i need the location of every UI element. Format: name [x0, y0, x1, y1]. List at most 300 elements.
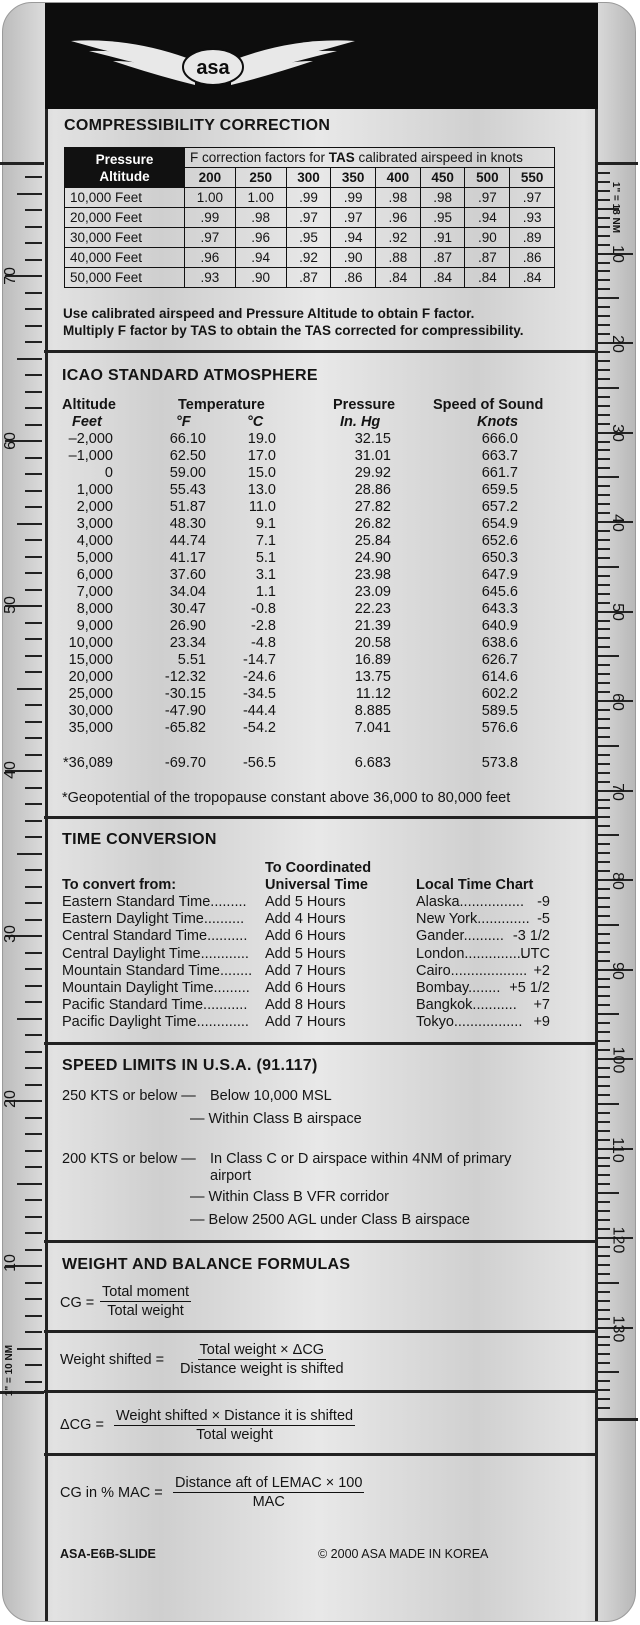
ruler-tick [597, 181, 610, 183]
col-inhg-header: In. Hg [340, 414, 381, 430]
ruler-tick [25, 424, 42, 426]
icao-cell: 11.12 [355, 686, 391, 702]
ruler-tick [597, 861, 610, 863]
ruler-tick [25, 919, 42, 921]
divider [44, 1330, 597, 1333]
ruler-tick [17, 1348, 42, 1350]
icao-cell: -0.8 [251, 601, 276, 617]
ruler-tick [597, 324, 610, 326]
ruler-tick [597, 1121, 610, 1123]
speed-b-1: In Class C or D airspace within 4NM of primary [210, 1151, 512, 1167]
ruler-tick [25, 457, 42, 459]
ruler-tick [597, 942, 610, 944]
ruler-tick [25, 754, 42, 756]
icao-cell: -14.7 [242, 652, 276, 668]
icao-cell: -4.8 [251, 635, 276, 651]
icao-cell: 11.0 [248, 499, 276, 515]
ruler-tick [597, 1085, 610, 1087]
local-offset: +5 1/2 [509, 980, 550, 996]
ruler-tick [597, 736, 610, 738]
altitude-cell: 20,000 Feet [65, 208, 185, 228]
ruler-tick [597, 306, 610, 308]
ruler-tick [597, 1300, 610, 1302]
ruler-tick [597, 1174, 610, 1176]
icao-cell: 28.86 [354, 482, 391, 498]
ruler-label-left: 20 [1, 1089, 19, 1108]
factor-cell: .95 [286, 228, 331, 248]
icao-cell: 9,000 [76, 618, 113, 634]
ruler-tick [25, 1150, 42, 1152]
ruler-tick [25, 655, 42, 657]
ruler-tick [17, 193, 42, 195]
icao-cell: 24.90 [354, 550, 391, 566]
ruler-tick [597, 1076, 610, 1078]
factor-cell: .90 [465, 228, 510, 248]
icao-cell: 59.00 [169, 465, 206, 481]
ruler-tick [597, 467, 610, 469]
ruler-tick [597, 816, 610, 818]
ruler-tick [25, 968, 42, 970]
icao-cell: 48.30 [169, 516, 206, 532]
ruler-tick [25, 721, 42, 723]
ruler-tick [597, 1004, 610, 1006]
ruler-tick [597, 1094, 610, 1096]
speed-header: 400 [376, 168, 421, 188]
ruler-tick [597, 1022, 610, 1024]
delta-cg-lhs: ΔCG = [60, 1417, 104, 1433]
ruler-tick [597, 235, 610, 237]
factor-cell: .98 [235, 208, 286, 228]
time-cell: Eastern Daylight Time.......... [62, 911, 245, 928]
ruler-label-left: 50 [1, 596, 19, 614]
factor-cell: .84 [465, 268, 510, 288]
local-city: Tokyo................. [416, 1014, 523, 1031]
icao-cell: 27.82 [354, 499, 391, 515]
icao-cell: 650.3 [481, 550, 518, 566]
ruler-tick [17, 853, 42, 855]
ruler-tick [597, 387, 619, 389]
icao-cell: 626.7 [481, 652, 518, 668]
ruler-label-right: 100 [609, 1047, 627, 1074]
ruler-tick [597, 190, 610, 192]
icao-cell: 30.47 [169, 601, 206, 617]
ruler-tick [25, 572, 42, 574]
icao-cell: 576.6 [481, 720, 518, 736]
ruler-edge-line [0, 162, 44, 165]
ruler-tick [597, 449, 610, 451]
ruler-tick [597, 566, 619, 568]
speed-header: 450 [420, 168, 465, 188]
ruler-tick [25, 1315, 42, 1317]
cg-lhs: CG = [60, 1295, 95, 1311]
icao-cell: 55.43 [169, 482, 206, 498]
ruler-tick [597, 951, 610, 953]
factor-cell: .96 [185, 248, 236, 268]
icao-cell: -44.4 [242, 703, 276, 719]
ruler-tick [17, 1018, 42, 1020]
time-cell: Add 8 Hours [265, 997, 346, 1014]
ruler-tick [17, 688, 42, 690]
icao-cell: 1.1 [255, 584, 276, 600]
icao-cell: 5.51 [177, 652, 206, 668]
altitude-cell: 50,000 Feet [65, 268, 185, 288]
time-cell: Add 7 Hours [265, 1014, 346, 1031]
speed-a-2: — Within Class B airspace [190, 1111, 362, 1127]
ruler-tick [597, 745, 619, 747]
ruler-tick [597, 1040, 610, 1042]
compressibility-row [65, 248, 555, 268]
ruler-tick [597, 852, 610, 854]
ruler-tick [597, 414, 610, 416]
ruler-tick [25, 985, 42, 987]
ruler-tick [597, 906, 610, 908]
ruler-tick [597, 226, 610, 228]
factor-cell: .97 [286, 208, 331, 228]
icao-cell: 657.2 [481, 499, 518, 515]
ruler-tick [25, 1034, 42, 1036]
ruler-tick [17, 523, 42, 525]
utc-header-1: To Coordinated [265, 860, 372, 876]
ruler-tick [597, 1309, 610, 1311]
ruler-tick [597, 1219, 610, 1221]
factor-cell: .93 [510, 208, 555, 228]
speed-title: SPEED LIMITS IN U.S.A. (91.117) [62, 1057, 318, 1074]
icao-cell: 6.683 [354, 755, 391, 771]
time-cell: Add 6 Hours [265, 980, 346, 996]
altitude-cell: 40,000 Feet [65, 248, 185, 268]
local-offset: -3 1/2 [512, 928, 550, 945]
compressibility-title: COMPRESSIBILITY CORRECTION [64, 117, 331, 134]
ruler-tick [597, 575, 610, 577]
local-city: Alaska................ [416, 894, 524, 910]
icao-cell: 26.90 [169, 618, 206, 634]
ruler-label-right: 80 [608, 872, 626, 891]
icao-cell: -54.2 [242, 720, 276, 736]
ruler-tick [597, 1031, 610, 1033]
ruler-tick [25, 1381, 42, 1383]
ruler-tick [25, 902, 42, 904]
local-city: Bangkok........... [416, 997, 517, 1014]
ruler-label-right: 60 [608, 693, 626, 711]
icao-cell: 4,000 [76, 533, 113, 549]
factor-cell: .89 [510, 228, 555, 248]
local-city: Gander.......... [416, 928, 504, 945]
speed-header: 500 [465, 168, 510, 188]
ruler-tick [25, 869, 42, 871]
ruler-tick [25, 1216, 42, 1218]
icao-cell: 2,000 [76, 499, 113, 515]
icao-cell: 29.92 [354, 465, 391, 481]
speed-header: 350 [331, 168, 376, 188]
compressibility-row [65, 228, 555, 248]
ruler-tick [25, 820, 42, 822]
ruler-tick [597, 1380, 610, 1382]
icao-footnote: *Geopotential of the tropopause constant above 36,000 to 80,000 feet [62, 790, 511, 806]
factor-cell: .92 [286, 248, 331, 268]
ruler-tick [25, 638, 42, 640]
divider [44, 1390, 597, 1393]
ruler-tick [25, 1166, 42, 1168]
ruler-tick [597, 1407, 610, 1409]
col-c-header: °C [247, 414, 264, 430]
icao-cell: –2,000 [68, 431, 113, 447]
factor-cell: .90 [331, 248, 376, 268]
speed-b-head: 200 KTS or below — [62, 1151, 196, 1167]
ruler-tick [597, 718, 610, 720]
ruler-label-right: 40 [608, 513, 626, 532]
footer-model: ASA-E6B-SLIDE [60, 1547, 156, 1561]
ruler-tick [25, 1067, 42, 1069]
speed-b-2: — Within Class B VFR corridor [190, 1189, 390, 1205]
icao-cell: 0 [104, 465, 113, 481]
ruler-label-right: 110 [608, 1137, 626, 1163]
ruler-tick [25, 1282, 42, 1284]
ruler-tick [25, 787, 42, 789]
ruler-tick [25, 407, 42, 409]
icao-cell: 659.5 [481, 482, 518, 498]
icao-cell: 654.9 [481, 516, 518, 532]
icao-cell: 6,000 [76, 567, 113, 583]
factor-cell: .84 [510, 268, 555, 288]
ruler-tick [597, 593, 610, 595]
ruler-tick [597, 664, 610, 666]
time-cell: Mountain Standard Time........ [62, 962, 253, 979]
local-offset: -5 [537, 911, 550, 928]
ruler-tick [597, 1165, 610, 1167]
ruler-tick [597, 628, 610, 630]
time-cell: Pacific Daylight Time............. [62, 1014, 249, 1031]
icao-cell: -12.32 [164, 669, 206, 685]
ruler-tick [25, 292, 42, 294]
icao-cell: 614.6 [481, 669, 518, 685]
icao-cell: 35,000 [68, 720, 113, 736]
icao-cell: 7.041 [354, 720, 391, 736]
ruler-tick [597, 494, 610, 496]
time-cell: Pacific Standard Time........... [62, 997, 248, 1014]
ruler-label-right: 130 [609, 1315, 627, 1343]
ruler-tick [597, 637, 610, 639]
altitude-cell: 30,000 Feet [65, 228, 185, 248]
footer-copyright: © 2000 ASA MADE IN KOREA [318, 1547, 489, 1561]
ruler-tick [25, 803, 42, 805]
compressibility-table [64, 147, 555, 288]
ruler-tick [25, 539, 42, 541]
factor-cell: .87 [465, 248, 510, 268]
factor-cell: .94 [235, 248, 286, 268]
ruler-tick [597, 924, 619, 926]
local-city: Bombay........ [416, 980, 501, 996]
icao-cell: 25.84 [354, 533, 391, 549]
icao-cell: *36,089 [63, 755, 113, 771]
ruler-tick [597, 396, 610, 398]
ruler-tick [25, 671, 42, 673]
local-time-header: Local Time Chart [416, 877, 534, 893]
factor-cell: .97 [185, 228, 236, 248]
left-scale-label: 1" = 10 NM [4, 1344, 16, 1397]
ruler-tick [597, 727, 610, 729]
ruler-tick [597, 279, 610, 281]
factor-cell: 1.00 [235, 188, 286, 208]
factor-description: F correction factors for TAS calibrated airspeed in knots [185, 148, 555, 168]
ruler-tick [25, 259, 42, 261]
ruler-tick [597, 1282, 619, 1284]
time-cell: Add 6 Hours [265, 928, 346, 945]
factor-cell: .88 [376, 248, 421, 268]
ruler-tick [25, 374, 42, 376]
icao-cell: 602.2 [481, 686, 518, 702]
ruler-tick [597, 1130, 610, 1132]
factor-cell: .87 [420, 248, 465, 268]
ruler-tick [597, 1192, 619, 1194]
ruler-tick [597, 476, 619, 478]
factor-cell: .86 [331, 268, 376, 288]
ruler-tick [597, 995, 610, 997]
ruler-tick [25, 622, 42, 624]
speed-a-1: Below 10,000 MSL [210, 1088, 332, 1104]
icao-cell: 23.09 [354, 584, 391, 600]
ruler-label-left: 10 [1, 1254, 19, 1272]
col-pressure-header: Pressure [333, 397, 396, 413]
icao-cell: 9.1 [255, 516, 276, 532]
icao-cell: 643.3 [481, 601, 518, 617]
local-city: Cairo................... [416, 962, 528, 979]
ruler-label-left: 70 [1, 267, 19, 285]
icao-cell: -24.6 [242, 669, 276, 685]
divider [44, 350, 597, 353]
divider [44, 1240, 597, 1243]
ruler-tick [25, 209, 42, 211]
icao-cell: 20.58 [354, 635, 391, 651]
logo-text: asa [196, 57, 230, 79]
cg-mac-lhs: CG in % MAC = [60, 1485, 163, 1501]
icao-cell: -65.82 [164, 720, 206, 736]
ruler-label-right: 10 [608, 245, 626, 263]
factor-cell: .92 [376, 228, 421, 248]
icao-cell: 22.23 [354, 601, 391, 617]
ruler-tick [597, 297, 619, 299]
factor-cell: .94 [331, 228, 376, 248]
ruler-tick [25, 1249, 42, 1251]
convert-from-header: To convert from: [62, 877, 177, 893]
ruler-label-right: 30 [608, 424, 626, 443]
ruler-edge-line [597, 162, 638, 165]
ruler-tick [25, 391, 42, 393]
factor-cell: .98 [376, 188, 421, 208]
ruler-tick [597, 915, 610, 917]
col-altitude-header: Altitude [62, 397, 116, 413]
ruler-tick [25, 1199, 42, 1201]
ruler-tick [597, 754, 610, 756]
ruler-tick [597, 584, 610, 586]
utc-header-2: Universal Time [265, 877, 368, 893]
ruler-tick [597, 1389, 610, 1391]
ruler-tick [597, 1371, 619, 1373]
local-offset: +2 [533, 962, 550, 979]
factor-cell: .84 [376, 268, 421, 288]
ruler-tick [25, 1298, 42, 1300]
icao-cell: -2.8 [251, 618, 276, 634]
ruler-tick [597, 557, 610, 559]
ruler-tick [597, 217, 610, 219]
ruler-tick [597, 458, 610, 460]
icao-cell: 663.7 [481, 448, 518, 464]
ruler-tick [597, 1362, 610, 1364]
col-knots-header: Knots [477, 414, 519, 430]
ruler-tick [25, 308, 42, 310]
ruler-label-right: 20 [608, 334, 626, 353]
icao-cell: 8,000 [76, 601, 113, 617]
ruler-tick [597, 682, 610, 684]
icao-cell: 13.0 [247, 482, 276, 498]
ruler-label-left: 40 [1, 760, 19, 779]
compressibility-note: Use calibrated airspeed and Pressure Altitude to obtain F factor. [63, 306, 475, 321]
ruler-tick [25, 325, 42, 327]
icao-cell: 1,000 [76, 482, 113, 498]
weight-shifted-formula: Total weight × ΔCG Distance weight is shifted [180, 1342, 344, 1377]
factor-cell: .90 [235, 268, 286, 288]
factor-cell: 1.00 [185, 188, 236, 208]
divider [44, 1042, 597, 1045]
ruler-tick [597, 1201, 610, 1203]
icao-cell: -69.70 [164, 755, 206, 771]
ruler-tick [25, 737, 42, 739]
ruler-tick [597, 1013, 619, 1015]
icao-cell: 13.75 [354, 669, 391, 685]
ruler-tick [597, 1398, 610, 1400]
icao-cell: 10,000 [68, 635, 113, 651]
altitude-cell: 10,000 Feet [65, 188, 185, 208]
speed-a-head: 250 KTS or below — [62, 1088, 196, 1104]
factor-cell: .97 [465, 188, 510, 208]
icao-cell: 7.1 [255, 533, 276, 549]
ruler-tick [25, 490, 42, 492]
ruler-tick [597, 288, 610, 290]
factor-cell: .84 [420, 268, 465, 288]
time-cell: Add 5 Hours [265, 894, 346, 910]
speed-header: 250 [235, 168, 286, 188]
time-cell: Add 5 Hours [265, 945, 346, 962]
ruler-tick [597, 1210, 610, 1212]
factor-cell: .86 [510, 248, 555, 268]
factor-cell: .94 [465, 208, 510, 228]
factor-cell: .87 [286, 268, 331, 288]
icao-cell: 34.04 [169, 584, 206, 600]
ruler-tick [597, 673, 610, 675]
ruler-tick [597, 539, 610, 541]
icao-cell: -30.15 [164, 686, 206, 702]
ruler-tick [25, 1117, 42, 1119]
ruler-tick [597, 897, 610, 899]
compressibility-row [65, 268, 555, 288]
wb-title: WEIGHT AND BALANCE FORMULAS [62, 1256, 351, 1273]
factor-cell: .97 [510, 188, 555, 208]
icao-cell: 573.8 [481, 755, 518, 771]
icao-cell: 3.1 [255, 567, 276, 583]
ruler-tick [25, 1084, 42, 1086]
ruler-tick [25, 1133, 42, 1135]
icao-cell: 21.39 [354, 618, 391, 634]
right-scale-label: 1" = 18 NM [610, 181, 622, 234]
ruler-tick [597, 405, 610, 407]
icao-cell: 15.0 [247, 465, 276, 481]
ruler-tick [597, 548, 610, 550]
icao-cell: –1,000 [68, 448, 113, 464]
ruler-tick [597, 843, 610, 845]
factor-cell: .97 [331, 208, 376, 228]
icao-cell: 31.01 [354, 448, 391, 464]
icao-cell: 640.9 [481, 618, 518, 634]
ruler-tick [597, 1273, 610, 1275]
